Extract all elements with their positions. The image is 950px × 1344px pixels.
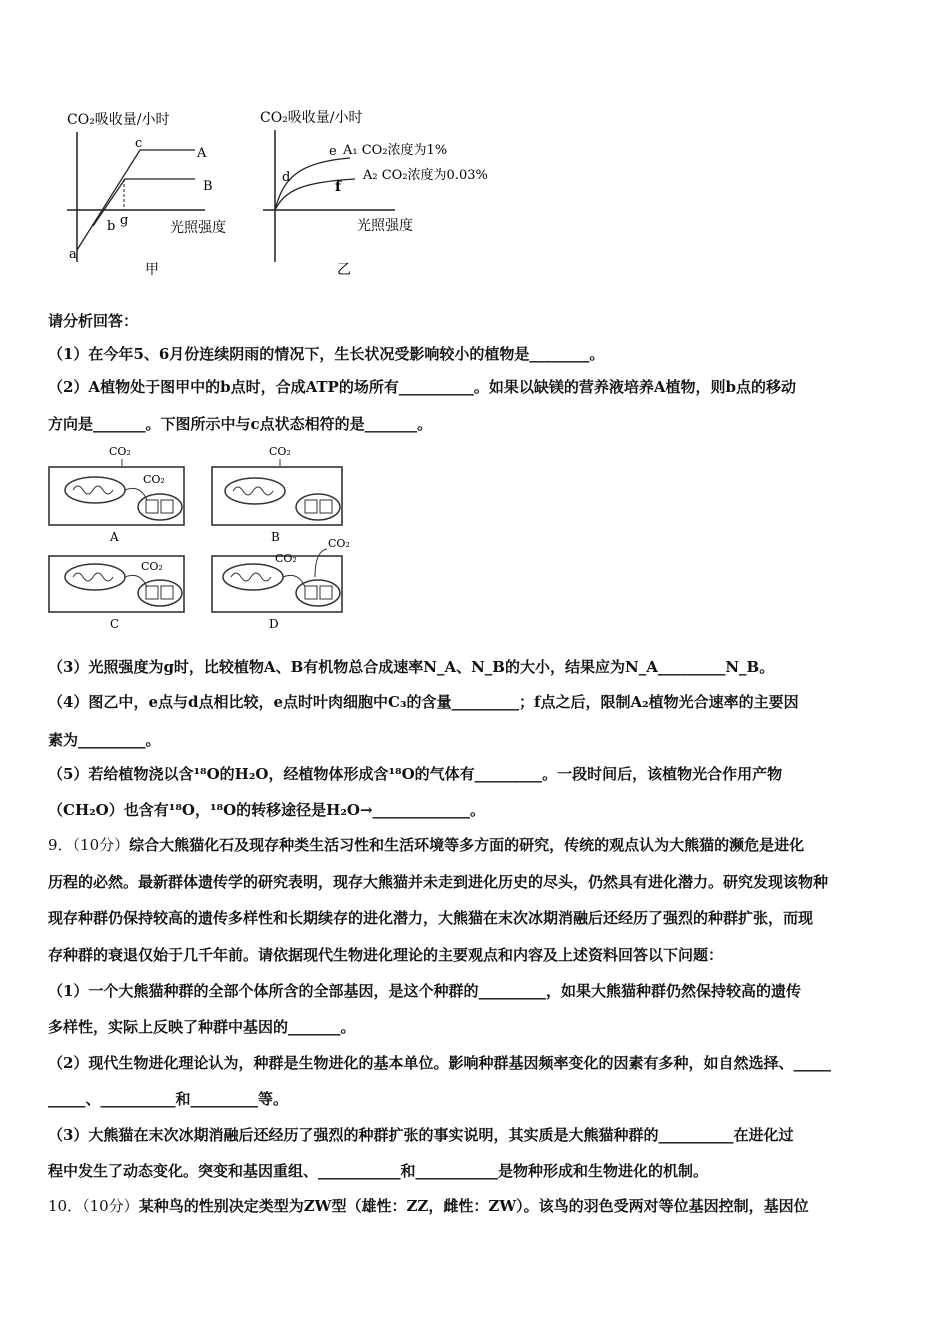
panel-a-label: A <box>110 530 119 544</box>
yi-label-f: f <box>335 179 342 195</box>
jia-label-a: a <box>69 247 77 262</box>
q9-part1-b: 多样性，实际上反映了种群中基因的_______。 <box>48 1018 356 1036</box>
yi-ylabel: CO₂吸收量/小时 <box>260 110 363 126</box>
jia-xlabel: 光照强度 <box>170 220 226 236</box>
jia-label-c: c <box>135 136 143 151</box>
cell-panel-d <box>212 537 350 631</box>
jia-label-curve-a: A <box>197 146 207 161</box>
q8-part4-a: （4）图乙中，e点与d点相比较，e点时叶肉细胞中C₃的含量_________；f点之后，限制A₂植物光合速率的主要因 <box>48 693 799 711</box>
q8-part2-a: （2）A植物处于图甲中的b点时，合成ATP的场所有__________。如果以缺镁的营养液培养A植物，则b点的移动 <box>48 378 796 396</box>
yi-xlabel: 光照强度 <box>357 218 413 234</box>
q9-text-2: 历程的必然。最新群体遗传学的研究表明，现存大熊猫并未走到进化历史的尽头，仍然具有进化潜力。研究发现该物种 <box>48 873 829 891</box>
panel-a-co2-inner: CO₂ <box>143 473 165 486</box>
panel-b-co2: CO₂ <box>269 445 291 458</box>
q8-part1: （1）在今年5、6月份连续阴雨的情况下，生长状况受影响较小的植物是________。 <box>48 345 605 363</box>
q9-part3-a: （3）大熊猫在末次冰期消融后还经历了强烈的种群扩张的事实说明，其实质是大熊猫种群的__________在进化过 <box>48 1126 794 1144</box>
q10-score: （10分） <box>82 1197 139 1215</box>
q9-text-4: 存种群的衰退仅始于几千年前。请依据现代生物进化理论的主要观点和内容及上述资料回答以下问题： <box>48 946 724 964</box>
panel-b-label: B <box>271 530 280 544</box>
figure-jia <box>55 100 255 285</box>
cell-panel-b <box>212 445 342 544</box>
jia-label-g: g <box>120 213 129 228</box>
panel-a-co2-in: CO₂ <box>109 445 131 458</box>
analysis-prompt: 请分析回答： <box>48 312 139 330</box>
q10-header <box>48 1196 908 1216</box>
q9-text-1: 综合大熊猫化石及现存种类生活习性和生活环境等多方面的研究，传统的观点认为大熊猫的濒危是进化 <box>129 836 805 854</box>
q10-number: 10． <box>48 1197 83 1215</box>
jia-label-b: b <box>107 219 116 234</box>
q9-score: （10分） <box>72 836 130 854</box>
cell-panel-a <box>49 445 184 544</box>
q8-part2-b: 方向是_______。下图所示中与c点状态相符的是_______。 <box>48 415 433 433</box>
jia-label-curve-b: B <box>203 179 213 194</box>
q9-part1-a: （1）一个大熊猫种群的全部个体所含的全部基因，是这个种群的_________，如果大熊猫种群仍然保持较高的遗传 <box>48 982 801 1000</box>
yi-label-e: e <box>329 144 337 159</box>
panel-c-co2: CO₂ <box>141 560 163 573</box>
panel-c-label: C <box>110 617 120 631</box>
figure-yi <box>255 100 530 285</box>
q8-part3: （3）光照强度为g时，比较植物A、B有机物总合成速率N_A、N_B的大小，结果应为N_A_________N_B。 <box>48 658 775 676</box>
q9-header <box>48 835 908 855</box>
q9-part2-b: _____、__________和_________等。 <box>48 1090 289 1108</box>
yi-caption: 乙 <box>337 262 351 278</box>
q8-part5-a: （5）若给植物浇以含¹⁸O的H₂O，经植物体形成含¹⁸O的气体有_________。一段时间后，该植物光合作用产物 <box>48 765 783 783</box>
q9-part2-a: （2）现代生物进化理论认为，种群是生物进化的基本单位。影响种群基因频率变化的因素有多种，如自然选择、_____ <box>48 1054 831 1072</box>
q9-part3-b: 程中发生了动态变化。突变和基因重组、___________和___________是物种形成和生物进化的机制。 <box>48 1162 709 1180</box>
yi-curve-a1-label: A₁ CO₂浓度为1% <box>343 143 448 158</box>
cell-diagrams <box>45 443 365 633</box>
panel-d-co2-inner: CO₂ <box>275 552 297 565</box>
jia-ylabel: CO₂吸收量/小时 <box>67 112 170 128</box>
q8-part4-b: 素为_________。 <box>48 731 161 749</box>
q10-text: 某种鸟的性别决定类型为ZW型（雄性：ZZ，雌性：ZW）。该鸟的羽色受两对等位基因控制，基因位 <box>138 1197 809 1215</box>
q9-text-3: 现存种群仍保持较高的遗传多样性和长期续存的进化潜力，大熊猫在末次冰期消融后还经历了强烈的种群扩张，而现 <box>48 909 814 927</box>
yi-curve-a2-label: A₂ CO₂浓度为0.03% <box>363 168 488 183</box>
jia-caption: 甲 <box>145 262 159 278</box>
q8-part5-b: （CH₂O）也含有¹⁸O，¹⁸O的转移途径是H₂O→_____________。 <box>48 801 486 819</box>
panel-d-co2-outer: CO₂ <box>328 537 350 550</box>
q9-number: 9． <box>48 836 73 854</box>
panel-d-label: D <box>269 617 279 631</box>
cell-panel-c <box>49 556 184 631</box>
yi-label-d: d <box>282 170 291 185</box>
